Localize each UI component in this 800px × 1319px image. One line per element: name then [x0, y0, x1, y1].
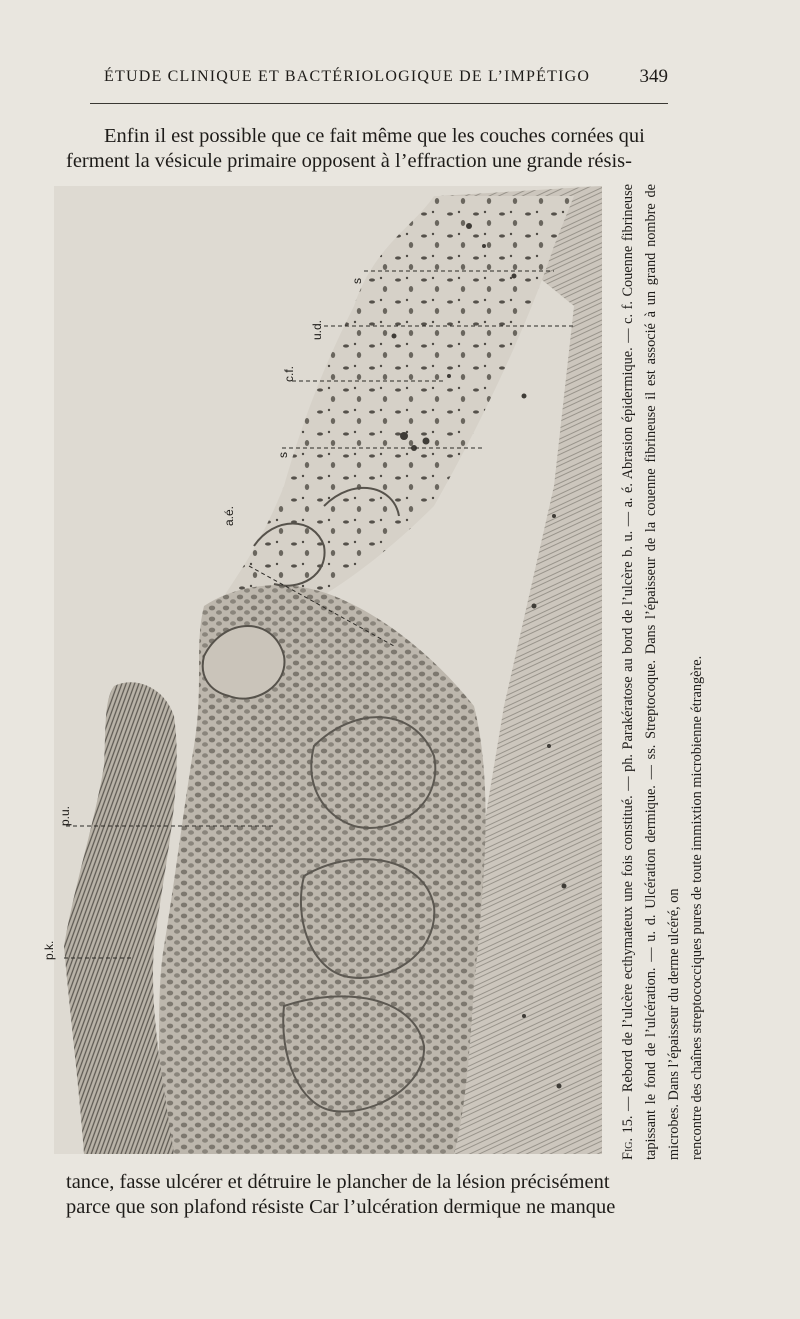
label-pk: p.k.: [42, 940, 56, 960]
page-number: 349: [639, 66, 668, 87]
caption-last-line: rencontre des chaînes streptococciques pures de toute immixtion microbienne étrangère.: [689, 655, 705, 1160]
body-line-3: tance, fasse ulcérer et détruire le plancher de la lésion précisément: [66, 1171, 610, 1193]
running-head: [104, 66, 670, 92]
label-s-mid: s: [276, 452, 290, 458]
histology-figure: [42, 186, 602, 1154]
running-title: ÉTUDE CLINIQUE ET BACTÉRIOLOGIQUE DE L’IMPÉTIGO: [104, 68, 591, 85]
histology-illustration: [54, 186, 602, 1154]
caption-fig-label: Fig. 15.: [620, 1115, 636, 1160]
label-ud: u.d.: [310, 319, 324, 340]
label-pu: p.u.: [58, 805, 72, 826]
caption-text: — Rebord de l’ulcère ecthymateux une fois constitué. — ph. Parakératose au bord de l’ulcère b. u. — a. é. Abrasion épidermique. — c. f. Couenne fibrineuse tapissant le fond de l’ulcération. — u. d. Ulcération dermique. — ss. Streptocoque. Dans l’épaisseur de la couenne fibrineuse il est associé à un grand nombre de microbes. Dans l’épaisseur du derme ulcéré, on: [620, 184, 682, 1160]
header-rule: [90, 103, 668, 104]
caption-body: [617, 184, 686, 1160]
body-line-4: parce que son plafond résiste Car l’ulcération dermique ne manque: [66, 1196, 616, 1218]
label-cf: c.f.: [282, 365, 296, 382]
label-s-top: s: [350, 278, 364, 284]
body-line-1: Enfin il est possible que ce fait même que les couches cornées qui: [104, 125, 645, 147]
body-line-2: ferment la vésicule primaire opposent à l’effraction une grande résis-: [66, 150, 632, 172]
figure-caption: [617, 184, 709, 1160]
label-ae: a.é.: [222, 505, 236, 526]
